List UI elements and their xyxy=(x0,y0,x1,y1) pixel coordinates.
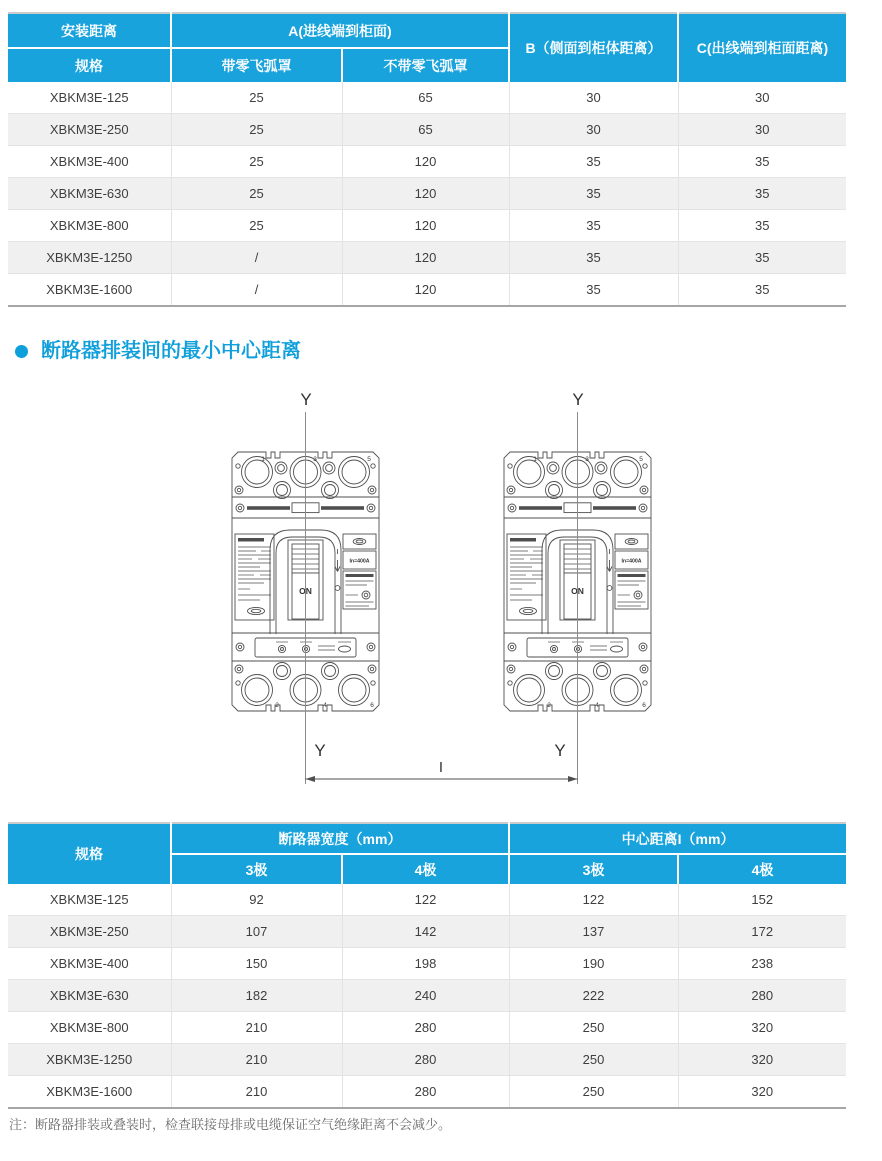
min-center-distance-diagram: 1 3 5 ON I I In=400A 2 4 6 Y Y Y Y I xyxy=(0,375,882,805)
value-cell: 35 xyxy=(509,274,678,307)
value-cell: 240 xyxy=(342,980,509,1012)
value-cell: 30 xyxy=(678,114,846,146)
value-cell: 250 xyxy=(509,1076,678,1109)
value-cell: 35 xyxy=(678,210,846,242)
value-cell: 238 xyxy=(678,948,846,980)
value-cell: 190 xyxy=(509,948,678,980)
header-group-a: A(进线端到柜面) xyxy=(171,13,509,48)
value-cell: 25 xyxy=(171,82,342,114)
value-cell: 320 xyxy=(751,1084,774,1099)
header-group-width: 断路器宽度（mm） xyxy=(171,823,509,854)
header-3pole: 3极 xyxy=(509,854,678,884)
value-cell: 210 xyxy=(171,1044,342,1076)
footnote: 注：断路器排装或叠装时，检查联接母排或电缆保证空气绝缘距离不会减少。 xyxy=(9,1117,452,1132)
axis-label-bottom-right: Y xyxy=(554,741,566,760)
header-without-arc-cover: 不带零飞弧罩 xyxy=(342,48,509,82)
header-with-arc-cover: 带零飞弧罩 xyxy=(171,48,342,82)
value-cell: 25 xyxy=(171,114,342,146)
table-row xyxy=(8,242,846,274)
table-row xyxy=(8,1076,846,1109)
header-col-b: B（侧面到柜体距离） xyxy=(509,13,678,82)
value-cell: 152 xyxy=(678,884,846,916)
section-title-row xyxy=(15,337,882,365)
value-cell: / xyxy=(171,242,342,274)
spec-cell: XBKM3E-1250 xyxy=(8,1044,171,1076)
value-cell: 35 xyxy=(755,282,770,297)
spec-cell: XBKM3E-630 xyxy=(8,178,171,210)
table-row xyxy=(8,178,846,210)
value-cell: / xyxy=(171,274,342,307)
spec-cell: XBKM3E-125 xyxy=(8,884,171,916)
section-bullet-icon xyxy=(15,345,28,358)
value-cell: 25 xyxy=(171,210,342,242)
value-cell: 142 xyxy=(342,916,509,948)
table-row xyxy=(8,1012,846,1044)
value-cell: 320 xyxy=(678,1044,846,1076)
axis-label-top-right: Y xyxy=(572,390,584,409)
value-cell: 35 xyxy=(678,242,846,274)
spec-cell: XBKM3E-1600 xyxy=(8,1076,171,1109)
value-cell: 65 xyxy=(342,82,509,114)
table-row xyxy=(8,274,846,307)
spec-cell: XBKM3E-800 xyxy=(8,1012,171,1044)
value-cell: 210 xyxy=(171,1012,342,1044)
spec-cell: XBKM3E-800 xyxy=(8,210,171,242)
header-3pole: 3极 xyxy=(171,854,342,884)
value-cell: 35 xyxy=(509,146,678,178)
value-cell: 92 xyxy=(171,884,342,916)
value-cell: 25 xyxy=(171,146,342,178)
center-distance-table xyxy=(8,822,846,1109)
header-spec: 规格 xyxy=(8,48,171,82)
table-row xyxy=(8,82,846,114)
table-row xyxy=(8,114,846,146)
header-install-distance: 安装距离 xyxy=(8,13,171,48)
value-cell: 35 xyxy=(678,178,846,210)
table-row xyxy=(8,980,846,1012)
spec-cell: XBKM3E-630 xyxy=(8,980,171,1012)
spec-cell: XBKM3E-1600 xyxy=(8,274,171,307)
value-cell: 30 xyxy=(509,114,678,146)
header-col-c: C(出线端到柜面距离) xyxy=(678,13,846,82)
dimension-arrow-left xyxy=(306,776,316,782)
table-row xyxy=(8,210,846,242)
value-cell: 35 xyxy=(678,146,846,178)
value-cell: 120 xyxy=(342,242,509,274)
axis-label-top-left: Y xyxy=(300,390,312,409)
header-4pole: 4极 xyxy=(678,854,846,884)
value-cell: 120 xyxy=(342,146,509,178)
value-cell: 35 xyxy=(509,178,678,210)
value-cell: 198 xyxy=(342,948,509,980)
spec-cell: XBKM3E-400 xyxy=(8,146,171,178)
installation-distance-table xyxy=(8,12,846,307)
value-cell: 210 xyxy=(171,1076,342,1109)
spec-cell: XBKM3E-1250 xyxy=(8,242,171,274)
value-cell: 280 xyxy=(342,1076,509,1109)
value-cell: 35 xyxy=(509,210,678,242)
value-cell: 137 xyxy=(509,916,678,948)
header-group-center-distance: 中心距离I（mm） xyxy=(509,823,846,854)
value-cell: 250 xyxy=(509,1044,678,1076)
table-row xyxy=(8,948,846,980)
spec-cell: XBKM3E-250 xyxy=(8,916,171,948)
spec-cell: XBKM3E-250 xyxy=(8,114,171,146)
value-cell: 280 xyxy=(342,1044,509,1076)
spec-cell: XBKM3E-125 xyxy=(8,82,171,114)
value-cell: 107 xyxy=(171,916,342,948)
value-cell: 120 xyxy=(342,274,509,307)
value-cell: 122 xyxy=(342,884,509,916)
table-header-row xyxy=(8,823,846,854)
value-cell: 120 xyxy=(342,178,509,210)
table-header-row xyxy=(8,13,846,48)
value-cell: 182 xyxy=(171,980,342,1012)
value-cell: 25 xyxy=(171,178,342,210)
value-cell: 280 xyxy=(342,1012,509,1044)
header-spec: 规格 xyxy=(8,823,171,884)
value-cell: 30 xyxy=(509,82,678,114)
table-row xyxy=(8,884,846,916)
value-cell: 65 xyxy=(342,114,509,146)
dimension-label: I xyxy=(438,759,444,776)
value-cell: 30 xyxy=(678,82,846,114)
value-cell: 120 xyxy=(342,210,509,242)
value-cell: 222 xyxy=(509,980,678,1012)
table-row xyxy=(8,146,846,178)
value-cell: 172 xyxy=(678,916,846,948)
value-cell: 122 xyxy=(509,884,678,916)
axis-label-bottom-left: Y xyxy=(314,741,326,760)
value-cell: 35 xyxy=(509,242,678,274)
spec-cell: XBKM3E-400 xyxy=(8,948,171,980)
value-cell: 150 xyxy=(171,948,342,980)
value-cell: 280 xyxy=(678,980,846,1012)
value-cell: 250 xyxy=(509,1012,678,1044)
diagram-area xyxy=(0,375,882,810)
header-4pole: 4极 xyxy=(342,854,509,884)
table-row xyxy=(8,916,846,948)
table-row xyxy=(8,1044,846,1076)
value-cell: 320 xyxy=(678,1012,846,1044)
section-title: 断路器排装间的最小中心距离 xyxy=(41,340,301,362)
dimension-arrow-right xyxy=(568,776,578,782)
